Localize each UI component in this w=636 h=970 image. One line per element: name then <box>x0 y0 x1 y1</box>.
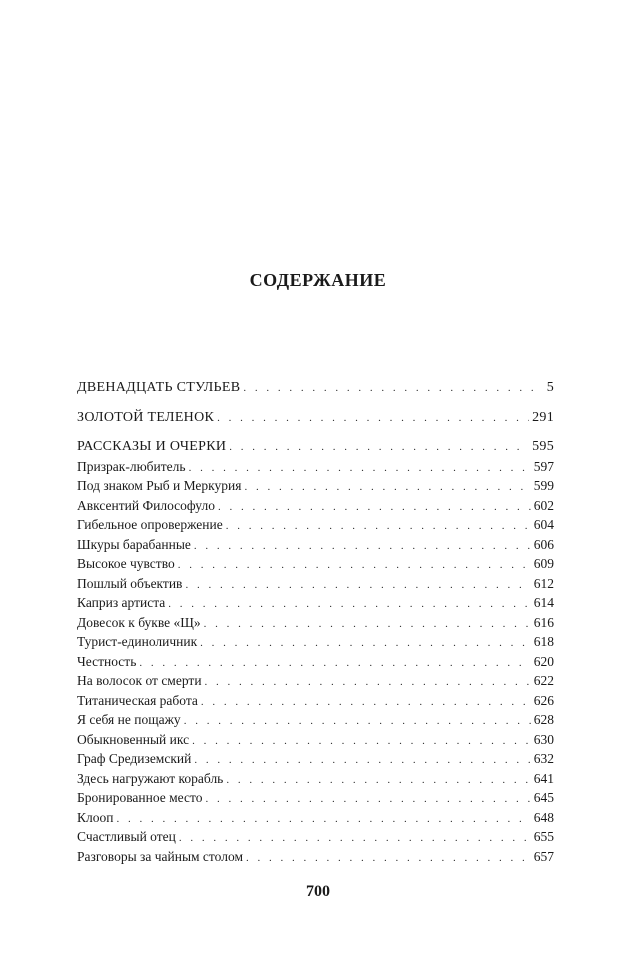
toc-entry <box>77 574 554 594</box>
toc-entry-title: Под знаком Рыб и Меркурия <box>77 478 242 493</box>
toc-entry-title: РАССКАЗЫ И ОЧЕРКИ <box>77 439 227 454</box>
toc-entry-page: 595 <box>532 439 554 454</box>
toc-entry <box>77 652 554 672</box>
toc-entry-page: 657 <box>533 848 554 864</box>
toc-entry-title: Титаническая работа <box>77 692 198 708</box>
toc-entry-page: 291 <box>532 409 554 425</box>
toc-entry <box>77 710 554 730</box>
dot-leader <box>194 537 531 557</box>
toc-entry <box>77 535 554 555</box>
toc-entry-title: Честность <box>77 653 137 669</box>
toc-entry <box>77 827 554 847</box>
toc-entry-golden-calf <box>77 408 554 428</box>
toc-entry-title: ЗОЛОТОЙ ТЕЛЕНОК <box>77 409 215 425</box>
toc-entry <box>77 554 554 574</box>
toc-entry-page: 616 <box>533 614 554 630</box>
toc-entry <box>77 457 554 477</box>
toc-entry <box>77 613 554 633</box>
toc-entry <box>77 691 554 711</box>
dot-leader <box>246 849 531 869</box>
dot-leader <box>218 498 531 518</box>
toc-entry-page: 618 <box>533 634 554 649</box>
toc-entry <box>77 593 554 613</box>
dot-leader <box>168 595 530 615</box>
toc-entry-title: Турист-единоличник <box>77 634 198 649</box>
toc-entry-page: 599 <box>533 478 554 493</box>
toc-entry-title: Разговоры за чайным столом <box>77 848 243 864</box>
toc-entry-title: Каприз артиста <box>77 595 166 610</box>
dot-leader <box>185 576 530 596</box>
dot-leader <box>205 673 531 693</box>
toc-entry-title: Обыкновенный икс <box>77 731 190 747</box>
toc-entry <box>77 749 554 769</box>
toc-entry-page: 5 <box>546 380 554 395</box>
toc-entry-title: Здесь нагружают корабль <box>77 770 224 786</box>
toc-entry <box>77 476 554 496</box>
toc-entry-title: Бронированное место <box>77 790 203 805</box>
dot-leader <box>205 790 530 810</box>
toc-entry <box>77 808 554 828</box>
toc-entry-title: Пошлый объектив <box>77 575 183 591</box>
dot-leader <box>204 615 531 635</box>
toc-entry <box>77 671 554 691</box>
toc-entry <box>77 788 554 808</box>
dot-leader <box>201 693 531 713</box>
toc-entry-page: 612 <box>533 575 554 591</box>
toc-entry-page: 602 <box>533 497 554 513</box>
dot-leader <box>200 634 531 654</box>
dot-leader <box>116 810 530 830</box>
toc-entry-title: Довесок к букве «Щ» <box>77 614 201 630</box>
toc-entry <box>77 496 554 516</box>
dot-leader <box>184 712 531 732</box>
toc-entry-title: Я себя не пощажу <box>77 712 181 727</box>
dot-leader <box>192 732 531 752</box>
dot-leader <box>243 379 537 399</box>
toc-entry-page: 604 <box>533 517 554 532</box>
toc-entry-page: 641 <box>533 770 554 786</box>
toc-entry-twelve-chairs <box>77 378 554 398</box>
toc-entry-page: 614 <box>533 595 554 610</box>
toc-entry-title: Гибельное опровержение <box>77 517 223 532</box>
toc-entry-title: На волосок от смерти <box>77 673 202 688</box>
toc-entry-title: Граф Средиземский <box>77 751 192 766</box>
toc-entry-page: 645 <box>533 790 554 805</box>
dot-leader <box>217 409 529 429</box>
toc-entry-page: 630 <box>533 731 554 747</box>
toc-entry <box>77 515 554 535</box>
toc-entry-page: 609 <box>533 556 554 571</box>
dot-leader <box>194 751 530 771</box>
toc-entry-page: 626 <box>533 692 554 708</box>
toc-entry-page: 632 <box>533 751 554 766</box>
page-number: 700 <box>306 883 330 900</box>
toc-entry-page: 648 <box>533 809 554 825</box>
dot-leader <box>229 438 529 458</box>
toc-entry <box>77 769 554 789</box>
toc-entry <box>77 632 554 652</box>
toc-entry-title: Авксентий Философуло <box>77 497 215 513</box>
page-title: СОДЕРЖАНИЕ <box>249 270 387 290</box>
toc-entry-page: 622 <box>533 673 554 688</box>
toc-entry-page: 597 <box>533 458 554 474</box>
dot-leader <box>226 771 530 791</box>
dot-leader <box>244 478 530 498</box>
toc-entry-stories-section <box>77 437 554 457</box>
toc-entry-page: 655 <box>533 829 554 844</box>
toc-entry-title: Призрак-любитель <box>77 458 186 474</box>
toc-entry-title: Клооп <box>77 809 114 825</box>
toc-entry <box>77 847 554 867</box>
toc-entry-page: 620 <box>533 653 554 669</box>
toc-entry-title: ДВЕНАДЦАТЬ СТУЛЬЕВ <box>77 380 241 395</box>
toc-entry-page: 628 <box>533 712 554 727</box>
toc-entry-title: Счастливый отец <box>77 829 176 844</box>
toc-entry-title: Шкуры барабанные <box>77 536 191 552</box>
dot-leader <box>226 517 531 537</box>
toc-entry-page: 606 <box>533 536 554 552</box>
toc-entry-title: Высокое чувство <box>77 556 175 571</box>
toc-entry <box>77 730 554 750</box>
table-of-contents <box>77 378 554 866</box>
dot-leader <box>178 556 531 576</box>
